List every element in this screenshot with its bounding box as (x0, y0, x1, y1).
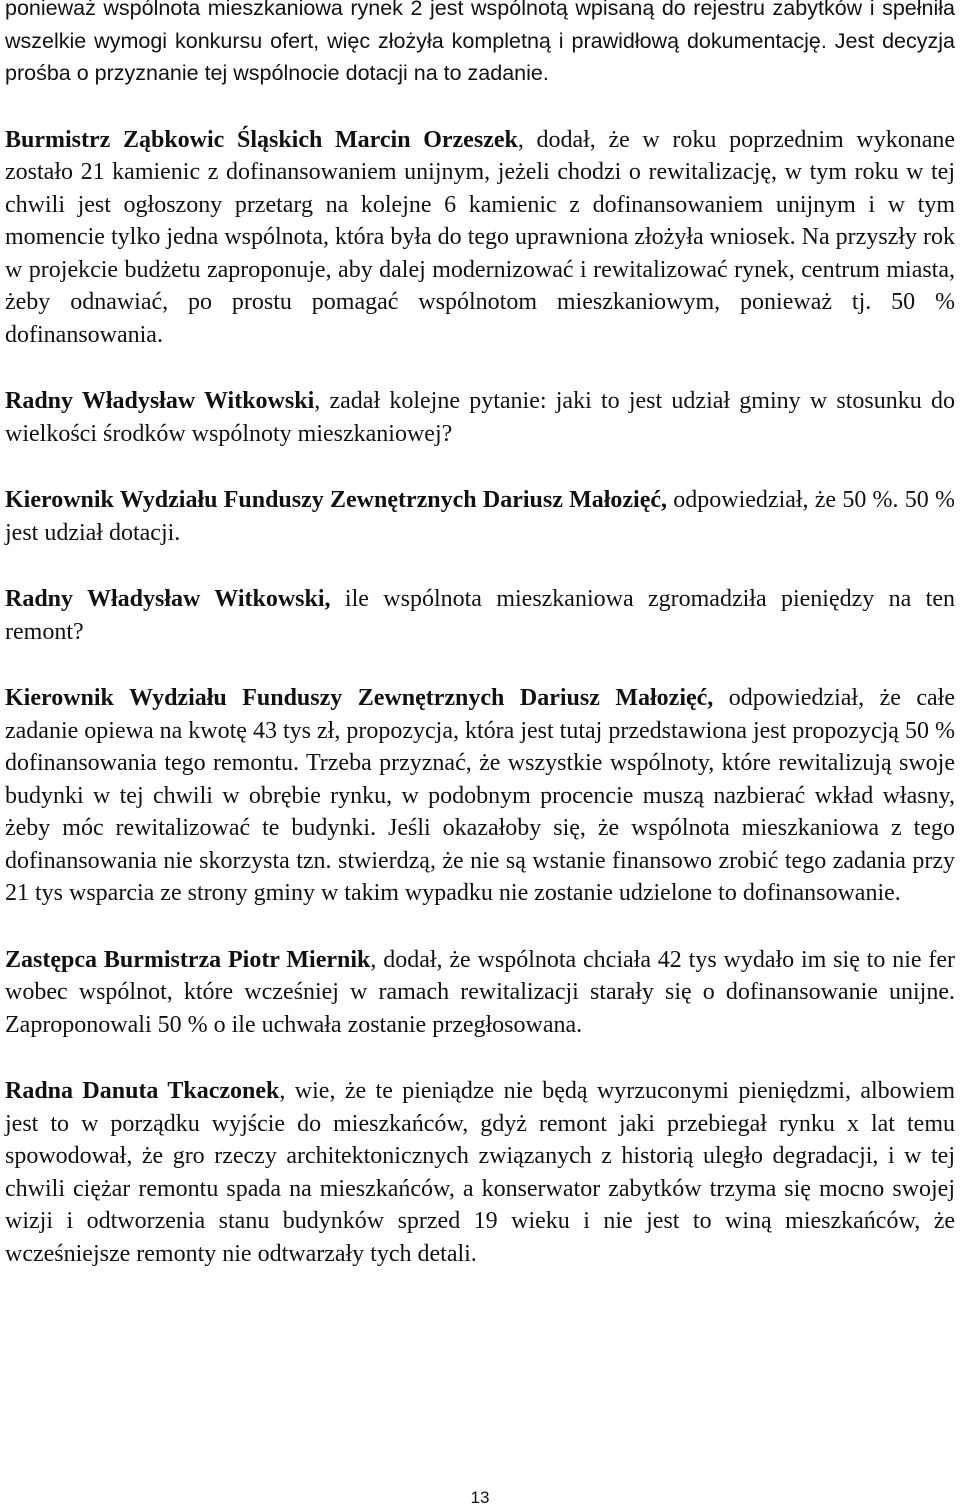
speaker-name: Burmistrz Ząbkowic Śląskich Marcin Orzeszek (5, 126, 518, 153)
paragraph-kierownik-answer-1 (5, 484, 955, 549)
paragraph-witkowski-question-2 (5, 583, 955, 648)
paragraph-continuation (5, 0, 955, 90)
paragraph-text: , dodał, że w roku poprzednim wykonane zostało 21 kamienic z dofinansowaniem unijnym, jeżeli chodzi o rewitalizację, w tym roku w tej chwili jest ogłoszony przetarg na kolejne 6 kamienic z dofinansowaniem unijnym i w tym momencie tylko jedna wspólnota, która była do tego uprawniona złożyła wniosek. Na przyszły rok w projekcie budżetu zaproponuje, aby dalej modernizować i rewitalizować rynek, centrum miasta, żeby odnawiać, po prostu pomagać wspólnotom mieszkaniowym, ponieważ tj. 50 % dofinansowania. (5, 126, 956, 348)
page-number: 13 (470, 1488, 490, 1507)
document-page (5, 0, 955, 1304)
speaker-name: Radny Władysław Witkowski (5, 388, 315, 414)
paragraph-text: ile wspólnota mieszkaniowa zgromadziła pieniędzy na ten remont? (5, 586, 956, 645)
paragraph-kierownik-answer-2 (5, 682, 955, 910)
speaker-name: Kierownik Wydziału Funduszy Zewnętrznych Dariusz Małozięć, (5, 685, 714, 711)
speaker-name: Radny Władysław Witkowski, (5, 586, 331, 612)
paragraph-witkowski-question-1 (5, 385, 955, 450)
paragraph-tkaczonek-statement (5, 1075, 955, 1270)
speaker-name: Zastępca Burmistrza Piotr Miernik (5, 946, 371, 973)
paragraph-text: ponieważ wspólnota mieszkaniowa rynek 2 jest wspólnotą wpisaną do rejestru zabytków i spełniła wszelkie wymogi konkursu ofert, więc złożyła kompletną i prawidłową dokumentację. Jest decyzja prośba o przyznanie tej wspólnocie dotacji na to zadanie. (5, 0, 955, 85)
paragraph-text: odpowiedział, że 50 %. 50 % jest udział dotacji. (5, 487, 955, 546)
paragraph-text: odpowiedział, że całe zadanie opiewa na kwotę 43 tys zł, propozycja, która jest tutaj przedstawiona jest propozycją 50 % dofinansowania tego remontu. Trzeba przyznać, że wszystkie wspólnoty, które rewitalizują swoje budynki w tej chwili w obrębie rynku, w podobnym procencie muszą nazbierać wkład własny, żeby móc rewitalizować te budynki. Jeśli okazałoby się, że wspólnota mieszkaniowa z tego dofinansowania nie skorzysta tzn. stwierdzą, że nie są wstanie finansowo zrobić tego zadania przy 21 tys wsparcia ze strony gminy w takim wypadku nie zostanie udzielone to dofinansowanie. (5, 685, 955, 906)
speaker-name: Radna Danuta Tkaczonek (5, 1078, 280, 1104)
paragraph-zastepca-statement (5, 944, 955, 1042)
paragraph-text: , zadał kolejne pytanie: jaki to jest udział gminy w stosunku do wielkości środków wspólnoty mieszkaniowej? (5, 388, 956, 447)
speaker-name: Kierownik Wydziału Funduszy Zewnętrznych Dariusz Małozięć, (5, 487, 668, 513)
paragraph-text: , wie, że te pieniądze nie będą wyrzuconymi pieniędzmi, albowiem jest to w porządku wyjście do mieszkańców, gdyż remont jaki przebiegał rynku x lat temu spowodował, że gro rzeczy architektonicznych związanych z historią uległo degradacji, i w tej chwili ciężar remontu spada na mieszkańców, a konserwator zabytków trzyma się mocno swojej wizji i odtworzenia stanu budynków sprzed 19 wieku i nie jest to winą mieszkańców, że wcześniejsze remonty nie odtwarzały tych detali. (5, 1078, 955, 1267)
paragraph-text: , dodał, że wspólnota chciała 42 tys wydało im się to nie fer wobec wspólnot, które wcześniej w ramach rewitalizacji starały się o dofinansowanie unijne. Zaproponowali 50 % o ile uchwała zostanie przegłosowana. (5, 946, 955, 1038)
paragraph-burmistrz-statement (5, 124, 955, 352)
